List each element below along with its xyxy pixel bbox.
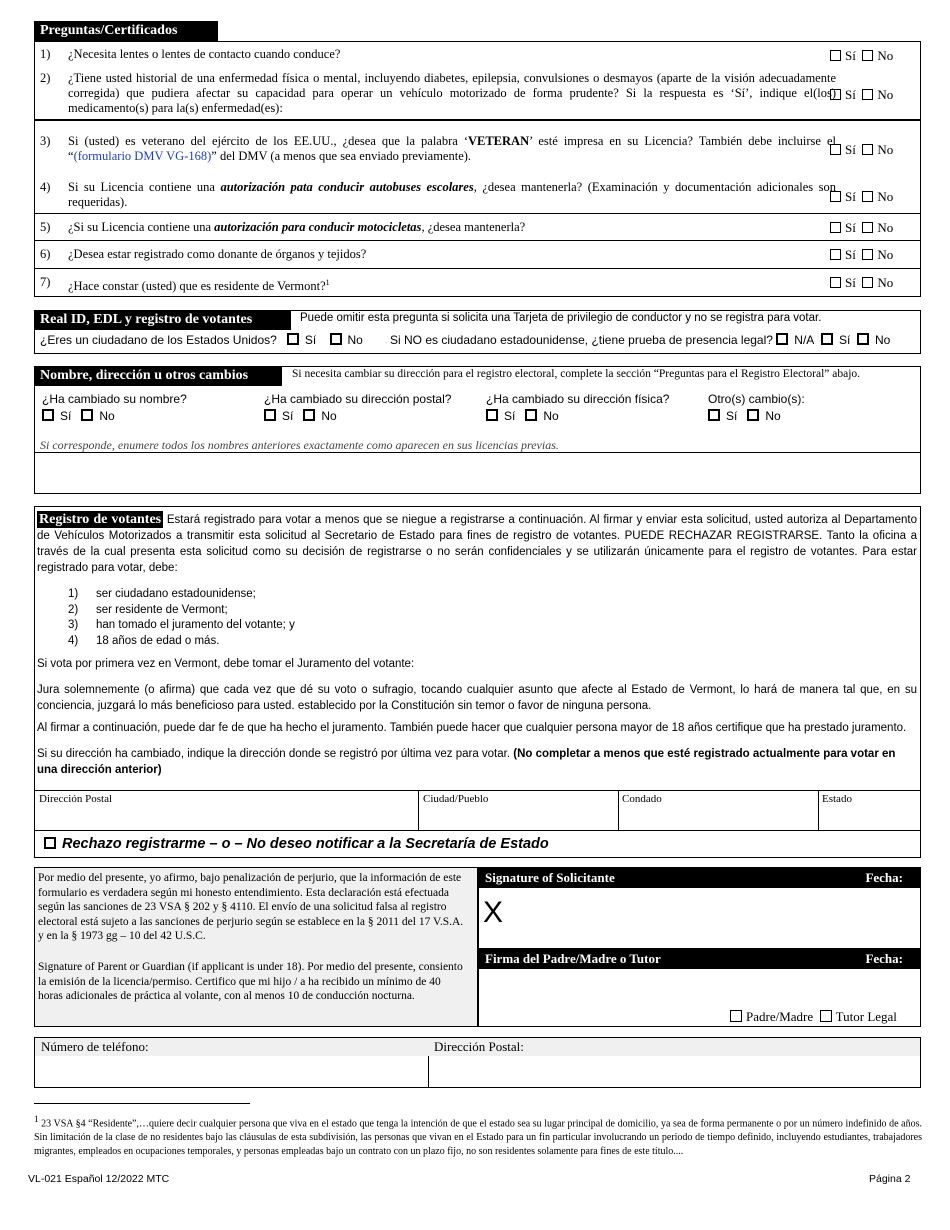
parent-checkbox[interactable]: [730, 1010, 742, 1022]
question-3-text: Si (usted) es veterano del ejército de los EE.UU., ¿desea que la palabra ‘VETERAN’ esté impresa en su Licencia? También debe incluirse el “(formulario DMV VG-168)” del DMV (a menos que sea enviado previamente).: [68, 134, 836, 163]
question-2-options: Sí No: [830, 87, 893, 103]
question-1-options: Sí No: [830, 48, 893, 64]
question-4-options: Sí No: [830, 189, 893, 205]
q4-no-checkbox[interactable]: [862, 191, 873, 202]
phone-field[interactable]: [36, 1057, 426, 1087]
q7-no-checkbox[interactable]: [862, 277, 873, 288]
previous-names-instruction: Si corresponde, enumere todos los nombres anteriores exactamente como aparecen en sus licencias previas.: [40, 438, 559, 452]
real-id-citizen-row: ¿Eres un ciudadano de los Estados Unidos? Sí No: [40, 333, 363, 347]
prev-postal-address-label: Dirección Postal: [39, 793, 113, 805]
question-6-options: Sí No: [830, 247, 893, 263]
parent-consent-text: Signature of Parent or Guardian (if applicant is under 18). Por medio del presente, consiento la emisión de la licencia/permiso. Certifico que mi hijo / a ha recibido un mínimo de 40 horas adicionales de práctica al volante, con al menos 10 de conducción nocturna.: [38, 961, 463, 1002]
question-5-options: Sí No: [830, 220, 893, 236]
q1-no-checkbox[interactable]: [862, 50, 873, 61]
footnote: $^1$ 23 VSA §4 “Residente”,…quiere decir cualquier persona que viva en el estado que tenga la intención de que el estado sea su lugar principal de domicilio, ya sea de forma permanente o por un número indefinido de años. Sin limitación de la clase de no residentes bajo las cláusulas de esta subdivisión, las personas que vivan en el Estado para un fin particular involucrando un periodo de tiempo definido, incluyendo estudiantes, trabajadores migrantes, empleados en ocupaciones temporales, y personas empleadas bajo un contrato con un plazo fijo, no son residentes solamente para fines de este título....: [34, 1114, 923, 1158]
voter-requirements: 1) ser ciudadano estadounidense; 2) ser residente de Vermont; 3) han tomado el juramento del votante; y 4) 18 años de edad o más.: [68, 588, 295, 647]
question-1-text: ¿Necesita lentes o lentes de contacto cuando conduce?: [68, 47, 341, 61]
question-6-text: ¿Desea estar registrado como donante de órganos y tejidos?: [68, 247, 367, 261]
q6-yes-checkbox[interactable]: [830, 249, 841, 260]
decline-registration-checkbox[interactable]: [44, 837, 56, 849]
citizen-question: ¿Eres un ciudadano de los Estados Unidos?: [40, 333, 277, 347]
q3-no-checkbox[interactable]: [862, 144, 873, 155]
question-2-text: ¿Tiene usted historial de una enfermedad física o mental, incluyendo diabetes, epilepsia, convulsiones o desmayos (aparte de la visión adecuadamente corregida) que pudiera afectar su capacidad para operar un vehículo motorizado de forma prudente? Si la respuesta es ‘Sí’, indique el(los) medicamento(s) para la(s) enfermedad(es):: [68, 71, 836, 115]
voter-intro: Registro de votantes Estará registrado para votar a menos que se niegue a registrarse a continuación. Al firmar y enviar esta solicitud, usted autoriza al Departamento de Vehículos Motorizados a transmitir esta solicitud al Secretario de Estado para fines de registro de votantes. PUEDE RECHAZAR REGISTRARSE. Tanto la oficina a través de la cual presenta esta solicitud como su decisión de registrarse o no serán confidenciales y se utilizarán únicamente para el registro de votantes. Para estar registrado para votar, debe:: [37, 512, 917, 574]
q6-no-checkbox[interactable]: [862, 249, 873, 260]
q5-yes-checkbox[interactable]: [830, 222, 841, 233]
citizen-yes-checkbox[interactable]: [287, 333, 299, 345]
dmv-vg168-link[interactable]: (formulario DMV VG-168): [73, 149, 212, 163]
form-id: VL-021 Español 12/2022 MTC: [28, 1173, 170, 1185]
postal-change-no-checkbox[interactable]: [303, 409, 315, 421]
legal-presence-question: Si NO es ciudadano estadounidense, ¿tiene prueba de presencia legal?: [390, 333, 773, 347]
prev-city-label: Ciudad/Pueblo: [423, 793, 489, 805]
parent-signature-header: Firma del Padre/Madre o Tutor Fecha:: [478, 948, 921, 969]
real-id-legal-row: Si NO es ciudadano estadounidense, ¿tiene prueba de presencia legal? N/A Sí No: [390, 333, 891, 347]
real-id-note: Puede omitir esta pregunta si solicita una Tarjeta de privilegio de conductor y no se registra para votar.: [300, 312, 822, 324]
mailing-address-field[interactable]: [430, 1057, 919, 1087]
mailing-address-label: Dirección Postal:: [434, 1039, 524, 1054]
legal-guardian-checkbox[interactable]: [820, 1010, 832, 1022]
applicant-signature-header: Signature of Solicitante Fecha:: [478, 867, 921, 888]
voter-first-time: Si vota por primera vez en Vermont, debe tomar el Juramento del votante:: [37, 658, 415, 670]
postal-change-yes-checkbox[interactable]: [264, 409, 276, 421]
question-7-text: ¿Hace constar (usted) que es residente de Vermont?$^1$: [68, 278, 330, 294]
q2-no-checkbox[interactable]: [862, 89, 873, 100]
voter-address-changed: Si su dirección ha cambiado, indique la dirección donde se registró por última vez para votar. (No completar a menos que esté registrado actualmente para votar en una dirección anterior): [37, 748, 896, 776]
other-change-no-checkbox[interactable]: [747, 409, 759, 421]
q3-yes-checkbox[interactable]: [830, 144, 841, 155]
question-7-options: Sí No: [830, 275, 893, 291]
parent-signature-field[interactable]: [480, 970, 920, 1006]
decline-registration-row: Rechazo registrarme – o – No deseo notificar a la Secretaría de Estado: [44, 836, 549, 852]
page-number: Página 2: [869, 1173, 911, 1185]
questions-header: Preguntas/Certificados: [34, 21, 218, 41]
affirmation-text: Por medio del presente, yo afirmo, bajo penalización de perjurio, que la información de este formulario es verdadera según mi honesto entendimiento. Esta declaración está efectuada según las sanciones de 23 VSA § 202 y § 4110. El envío de una solicitud falsa al registro electoral está sujeto a las sanciones de perjurio según se establece en la § 2011 del 17 V.S.A. y en la § 1973 gg – 10 del 42 U.S.C.: [38, 872, 464, 942]
voter-header: Registro de votantes: [39, 512, 162, 527]
phone-label: Número de teléfono:: [41, 1039, 149, 1054]
change-other-group: Otro(s) cambio(s): Sí No: [708, 392, 805, 423]
prev-state-label: Estado: [822, 793, 852, 805]
question-3-options: Sí No: [830, 142, 893, 158]
physical-change-no-checkbox[interactable]: [525, 409, 537, 421]
legal-yes-checkbox[interactable]: [821, 333, 833, 345]
citizen-no-checkbox[interactable]: [330, 333, 342, 345]
q2-yes-checkbox[interactable]: [830, 89, 841, 100]
applicant-signature-field[interactable]: X: [483, 896, 504, 929]
question-4-text: Si su Licencia contiene una autorización pata conducir autobuses escolares, ¿desea mantenerla? (Examinación y documentación adicionales son requeridas).: [68, 180, 836, 209]
q4-yes-checkbox[interactable]: [830, 191, 841, 202]
change-name-group: ¿Ha cambiado su nombre? Sí No: [42, 392, 187, 423]
q5-no-checkbox[interactable]: [862, 222, 873, 233]
legal-no-checkbox[interactable]: [857, 333, 869, 345]
change-postal-group: ¿Ha cambiado su dirección postal? Sí No: [264, 392, 452, 423]
previous-names-field[interactable]: [35, 453, 920, 493]
voter-signing: Al firmar a continuación, puede dar fe de que ha hecho el juramento. También puede hacer que cualquier persona mayor de 18 años certifique que ha prestado juramento.: [37, 722, 907, 734]
q1-yes-checkbox[interactable]: [830, 50, 841, 61]
name-change-yes-checkbox[interactable]: [42, 409, 54, 421]
changes-header: Nombre, dirección u otros cambios: [34, 366, 282, 386]
question-5-text: ¿Si su Licencia contiene una autorización para conducir motocicletas, ¿desea mantenerla?: [68, 220, 526, 234]
real-id-header: Real ID, EDL y registro de votantes: [34, 310, 291, 330]
prev-county-label: Condado: [622, 793, 662, 805]
physical-change-yes-checkbox[interactable]: [486, 409, 498, 421]
q7-yes-checkbox[interactable]: [830, 277, 841, 288]
changes-note: Si necesita cambiar su dirección para el registro electoral, complete la sección “Preguntas para el Registro Electoral” abajo.: [292, 368, 861, 380]
parent-type-options: Padre/Madre Tutor Legal: [730, 1009, 897, 1025]
name-change-no-checkbox[interactable]: [81, 409, 93, 421]
other-change-yes-checkbox[interactable]: [708, 409, 720, 421]
legal-na-checkbox[interactable]: [776, 333, 788, 345]
voter-oath: Jura solemnemente (o afirma) que cada vez que dé su voto o sufragio, tocando cualquier asunto que afecte al Estado de Vermont, lo hará de manera tal que, en su conciencia, juzgará lo más beneficioso para usted. establecido por la Constitución sin temor o favor de ninguna persona.: [37, 684, 917, 712]
footnote-divider: [34, 1103, 250, 1104]
change-physical-group: ¿Ha cambiado su dirección física? Sí No: [486, 392, 670, 423]
